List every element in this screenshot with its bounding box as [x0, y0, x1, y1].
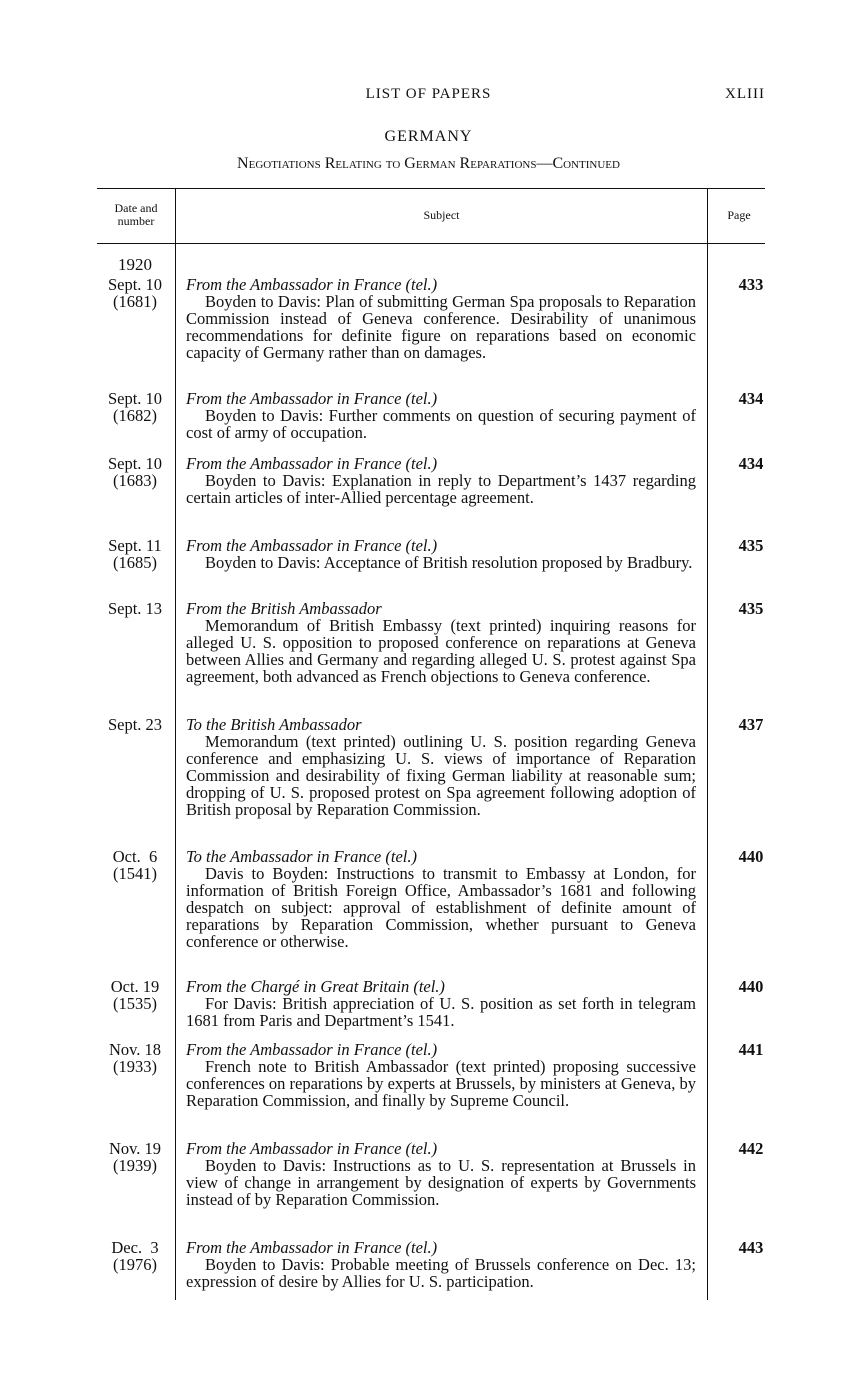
- date-cell: [90, 1140, 180, 1174]
- subject-cell: [186, 455, 696, 506]
- subject-cell: [186, 716, 696, 818]
- subject-cell: [186, 1041, 696, 1109]
- column-header-date: Date and number: [114, 201, 158, 228]
- date-cell: [90, 1239, 180, 1273]
- entry-heading: From the Ambassador in France (tel.): [186, 1040, 438, 1059]
- entry-number: (1535): [113, 994, 157, 1013]
- entry-heading: To the British Ambassador: [186, 715, 362, 734]
- entry-date: Oct. 6: [112, 847, 158, 866]
- running-head: [0, 86, 857, 106]
- entry-heading: From the Ambassador in France (tel.): [186, 1139, 438, 1158]
- entry-number: (1683): [113, 471, 157, 490]
- subject-cell: [186, 848, 696, 950]
- entry-page: 443: [738, 1238, 764, 1257]
- entry-heading: To the Ambassador in France (tel.): [186, 847, 417, 866]
- entry-page: 440: [738, 847, 764, 866]
- date-cell: [90, 276, 180, 310]
- entry-heading: From the Ambassador in France (tel.): [186, 275, 438, 294]
- entry-summary: Memorandum of British Embassy (text printed) inquiring reasons for alleged U. S. opposition to proposed conference on reparations at Geneva between Allies and Germany and regarding alleged U. S. protest against Spa agreement, both advanced as French objections to Geneva conference.: [186, 616, 696, 686]
- entry-page: 433: [738, 275, 764, 294]
- table-header-rule: [97, 243, 765, 244]
- subject-cell: [186, 276, 696, 361]
- entry-summary: French note to British Ambassador (text printed) proposing successive conferences on reparations by experts at Brussels, by ministers at Geneva, by Reparation Commission, and finally by Supreme Council.: [186, 1057, 696, 1110]
- entry-date: Sept. 10: [107, 454, 163, 473]
- entry-heading: From the Ambassador in France (tel.): [186, 1238, 438, 1257]
- section-subtitle: Negotiations Relating to German Reparations—Continued: [237, 155, 620, 172]
- entry-page: 434: [738, 389, 764, 408]
- entry-number: (1681): [113, 292, 157, 311]
- entry-summary: Boyden to Davis: Probable meeting of Brussels conference on Dec. 13; expression of desire by Allies for U. S. participation.: [186, 1255, 696, 1291]
- date-cell: [90, 455, 180, 489]
- subject-cell: [186, 390, 696, 441]
- entry-date: Sept. 23: [107, 715, 163, 734]
- entry-heading: From the Ambassador in France (tel.): [186, 536, 438, 555]
- entry-summary: For Davis: British appreciation of U. S. position as set forth in telegram 1681 from Paris and Department’s 1541.: [186, 994, 696, 1030]
- entry-number: (1939): [113, 1156, 157, 1175]
- entry-date: Sept. 11: [108, 536, 162, 555]
- entry-date: Nov. 18: [108, 1040, 162, 1059]
- date-cell: [90, 537, 180, 571]
- entry-date: Sept. 13: [107, 599, 163, 618]
- running-title: LIST OF PAPERS: [365, 86, 492, 102]
- table-column-rule: [707, 188, 708, 1300]
- date-cell: [90, 600, 180, 617]
- table-top-rule: [97, 188, 765, 189]
- date-cell: [90, 978, 180, 1012]
- subject-cell: [186, 1239, 696, 1290]
- subject-cell: [186, 1140, 696, 1208]
- entry-summary: Boyden to Davis: Plan of submitting German Spa proposals to Reparation Commission instead of Geneva conference. Desirability of unanimous recommendations for definite figure on reparations based on economic capacity of Germany rather than on damages.: [186, 292, 696, 362]
- entry-number: (1541): [113, 864, 157, 883]
- entry-page: 440: [738, 977, 764, 996]
- year-label: 1920: [118, 255, 152, 274]
- subject-cell: [186, 537, 696, 571]
- section-title: GERMANY: [384, 128, 473, 145]
- column-header-page: Page: [727, 208, 751, 222]
- subject-cell: [186, 600, 696, 685]
- entry-summary: Boyden to Davis: Acceptance of British resolution proposed by Bradbury.: [205, 553, 693, 572]
- entry-page: 441: [738, 1040, 764, 1059]
- entry-date: Nov. 19: [108, 1139, 162, 1158]
- entry-date: Dec. 3: [111, 1238, 159, 1257]
- date-cell: [90, 716, 180, 733]
- entry-page: 442: [738, 1139, 764, 1158]
- entry-page: 435: [738, 599, 764, 618]
- entry-page: 437: [738, 715, 764, 734]
- entry-number: (1976): [113, 1255, 157, 1274]
- entry-summary: Boyden to Davis: Instructions as to U. S. representation at Brussels in view of change in arrangement by designation of experts by Governments instead of by Reparation Commission.: [186, 1156, 696, 1209]
- entry-heading: From the Chargé in Great Britain (tel.): [186, 977, 445, 996]
- entry-number: (1682): [113, 406, 157, 425]
- entry-date: Oct. 19: [110, 977, 160, 996]
- entry-number: (1685): [113, 553, 157, 572]
- entry-heading: From the Ambassador in France (tel.): [186, 454, 438, 473]
- entry-summary: Boyden to Davis: Further comments on question of securing payment of cost of army of occupation.: [186, 406, 696, 442]
- column-header-subject: Subject: [423, 208, 460, 222]
- subject-cell: [186, 978, 696, 1029]
- entry-page: 434: [738, 454, 764, 473]
- date-cell: [90, 1041, 180, 1075]
- date-cell: [90, 848, 180, 882]
- entry-page: 435: [738, 536, 764, 555]
- entry-heading: From the British Ambassador: [186, 599, 382, 618]
- entry-number: (1933): [113, 1057, 157, 1076]
- date-cell: [90, 390, 180, 424]
- entry-date: Sept. 10: [107, 389, 163, 408]
- entry-summary: Memorandum (text printed) outlining U. S. position regarding Geneva conference and emphasizing U. S. views of importance of Reparation Commission and desirability of fixing German liability at reasonable sum; dropping of U. S. proposed protest on Spa agreement following adoption of British proposal by Reparation Commission.: [186, 732, 696, 819]
- entry-summary: Boyden to Davis: Explanation in reply to Department’s 1437 regarding certain articles of inter-Allied percentage agreement.: [186, 471, 696, 507]
- table-column-rule: [175, 188, 176, 1300]
- entry-date: Sept. 10: [107, 275, 163, 294]
- entry-summary: Davis to Boyden: Instructions to transmit to Embassy at London, for information of British Foreign Office, Ambassador’s 1681 and following despatch on subject: approval of establishment of definite amount of reparations by Reparation Commission, whether pursuant to Geneva conference or otherwise.: [186, 864, 696, 951]
- entry-heading: From the Ambassador in France (tel.): [186, 389, 438, 408]
- page-number: XLIII: [725, 86, 765, 102]
